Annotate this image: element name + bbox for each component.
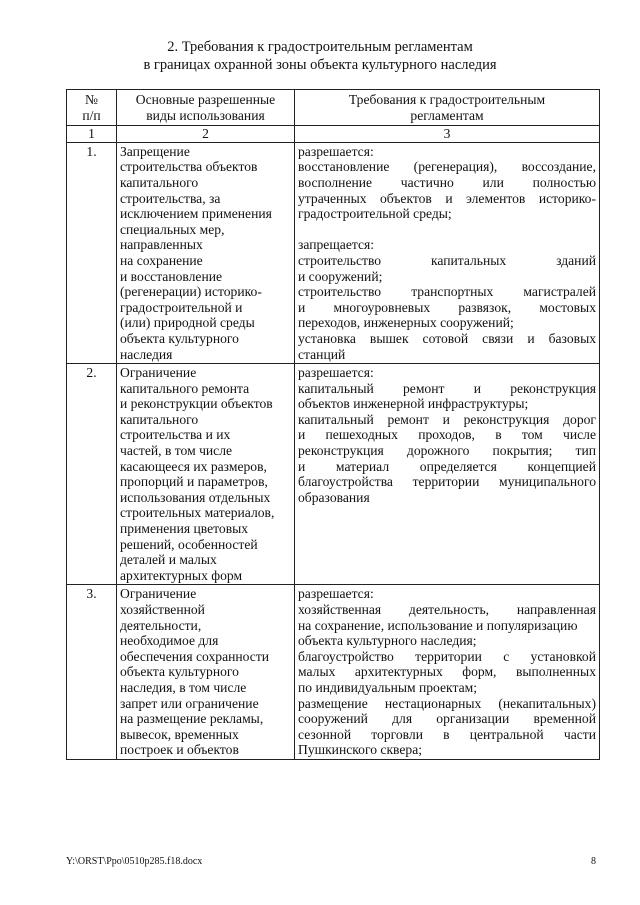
permitted-use-line: и восстановление	[120, 268, 223, 284]
permitted-use-line: деятельности,	[120, 617, 202, 633]
permitted-use-cell	[117, 364, 295, 585]
permitted-use-line: капитального	[120, 411, 199, 427]
header-uses-line: виды использования	[146, 107, 265, 123]
permitted-use-line: деталей и малых	[120, 552, 217, 568]
permitted-use-line: необходимое для	[120, 633, 219, 649]
requirement-line: реконструкция дорожного покрытия; тип	[298, 443, 596, 459]
permitted-use-line: направленных	[120, 237, 203, 253]
requirements-cell	[295, 142, 600, 363]
requirement-line: сезонной торговли в центральной части	[298, 726, 596, 742]
footer-file-path: Y:\ORST\Ppo\0510p285.f18.docx	[66, 856, 203, 867]
column-number: 2	[117, 126, 295, 143]
column-numbers-row	[67, 126, 600, 143]
permitted-use-line: решений, особенностей	[120, 536, 258, 552]
table-header-row	[67, 90, 600, 126]
permitted-use-line: объекта культурного	[120, 330, 239, 346]
permitted-use-line: касающееся их размеров,	[120, 458, 267, 474]
requirements-cell	[295, 364, 600, 585]
permitted-use-line: наследия	[120, 346, 173, 362]
footer-page-number: 8	[591, 856, 596, 867]
permitted-use-line: объекта культурного	[120, 664, 239, 680]
permitted-use-line: обеспечения сохранности	[120, 648, 270, 664]
header-uses-line: Основные разрешенные	[135, 92, 276, 107]
requirement-line: капитальный ремонт и реконструкция дорог	[298, 411, 596, 427]
permitted-use-line: специальных мер,	[120, 221, 225, 237]
requirement-line: объектов инженерной инфраструктуры;	[298, 396, 529, 412]
requirement-line: и пешеходных проходов, в том числе	[298, 427, 596, 443]
permitted-use-line: на сохранение	[120, 252, 203, 268]
requirement-line: утраченных объектов и элементов историко-	[298, 190, 596, 206]
requirement-line: по индивидуальным проектам;	[298, 679, 477, 695]
permitted-use-line: вывесок, временных	[120, 726, 239, 742]
table-row	[67, 142, 600, 363]
requirement-line: и многоуровневых развязок, мостовых	[298, 299, 596, 315]
permitted-use-line: запрет или ограничение	[120, 695, 259, 711]
header-reqs	[295, 90, 600, 126]
requirement-line: на сохранение, использование и популяризацию	[298, 617, 578, 633]
permitted-use-line: (регенерации) историко-	[120, 284, 262, 300]
permitted-use-line: архитектурных форм	[120, 567, 243, 583]
section-title	[0, 38, 640, 74]
requirement-line: и материал определяется концепцией	[298, 458, 596, 474]
requirement-line: капитальный ремонт и реконструкция	[298, 380, 596, 396]
permitted-use-line: Запрещение	[120, 143, 190, 159]
regulations-table	[66, 89, 600, 760]
permitted-use-line: градостроительной и	[120, 299, 243, 315]
permitted-use-line: хозяйственной	[120, 602, 205, 617]
spacer	[298, 222, 596, 238]
requirement-line: благоустройство территории с установкой	[298, 648, 596, 664]
row-number: 1.	[67, 142, 117, 363]
requirement-line: станций	[298, 346, 346, 362]
requirement-line: разрешается:	[298, 365, 374, 381]
permitted-use-line: строительства объектов	[120, 159, 258, 175]
permitted-use-line: пропорций и параметров,	[120, 474, 268, 490]
requirement-line: малых архитектурных форм, выполненных	[298, 664, 596, 680]
requirement-line: объекта культурного наследия;	[298, 633, 477, 649]
requirement-line: хозяйственная деятельность, направленная	[298, 602, 596, 617]
permitted-use-line: (или) природной среды	[120, 315, 255, 331]
header-reqs-line: Требования к градостроительным	[348, 92, 546, 107]
column-number: 3	[295, 126, 600, 143]
header-num-line: п/п	[82, 107, 101, 123]
requirement-line: строительство транспортных магистралей	[298, 284, 596, 300]
permitted-use-line: Ограничение	[120, 365, 197, 381]
permitted-use-line: строительства и их	[120, 427, 231, 443]
requirements-cell	[295, 585, 600, 760]
table-row	[67, 585, 600, 760]
requirement-line: и сооружений;	[298, 268, 383, 284]
requirement-line: разрешается:	[298, 143, 374, 159]
requirement-line: переходов, инженерных сооружений;	[298, 315, 514, 331]
permitted-use-cell	[117, 585, 295, 760]
permitted-use-line: и реконструкции объектов	[120, 396, 273, 412]
requirement-line: запрещается:	[298, 237, 375, 253]
permitted-use-line: построек и объектов	[120, 742, 239, 758]
requirement-line: сооружений для организации временной	[298, 711, 596, 727]
permitted-use-line: на размещение рекламы,	[120, 711, 264, 727]
permitted-use-cell	[117, 142, 295, 363]
header-reqs-line: регламентам	[410, 107, 484, 123]
permitted-use-line: наследия, в том числе	[120, 679, 247, 695]
permitted-use-line: частей, в том числе	[120, 443, 233, 459]
section-title-line-1: 2. Требования к градостроительным регламентам	[167, 39, 473, 55]
permitted-use-line: капитального ремонта	[120, 380, 250, 396]
requirement-line: градостроительной среды;	[298, 206, 452, 222]
requirement-line: образования	[298, 489, 370, 505]
requirement-line: восполнение частично или полностью	[298, 174, 596, 190]
header-uses	[117, 90, 295, 126]
row-number: 2.	[67, 364, 117, 585]
permitted-use-line: строительных материалов,	[120, 505, 275, 521]
requirement-line: восстановление (регенерация), воссоздание,	[298, 159, 596, 175]
table-row	[67, 364, 600, 585]
requirement-line: строительство капитальных зданий	[298, 252, 596, 268]
permitted-use-line: Ограничение	[120, 586, 197, 602]
section-title-line-2: в границах охранной зоны объекта культурного наследия	[143, 57, 497, 73]
header-num	[67, 90, 117, 126]
permitted-use-line: использования отдельных	[120, 489, 271, 505]
requirement-line: разрешается:	[298, 586, 374, 602]
permitted-use-line: исключением применения	[120, 206, 272, 222]
column-number: 1	[67, 126, 117, 143]
permitted-use-line: применения цветовых	[120, 521, 249, 537]
permitted-use-line: капитального	[120, 174, 199, 190]
row-number: 3.	[67, 585, 117, 760]
header-num-line: №	[85, 92, 98, 107]
requirement-line: размещение нестационарных (некапитальных)	[298, 695, 596, 711]
permitted-use-line: строительства, за	[120, 190, 221, 206]
requirement-line: Пушкинского сквера;	[298, 742, 423, 758]
requirement-line: благоустройства территории муниципального	[298, 474, 596, 490]
requirement-line: установка вышек сотовой связи и базовых	[298, 330, 596, 346]
